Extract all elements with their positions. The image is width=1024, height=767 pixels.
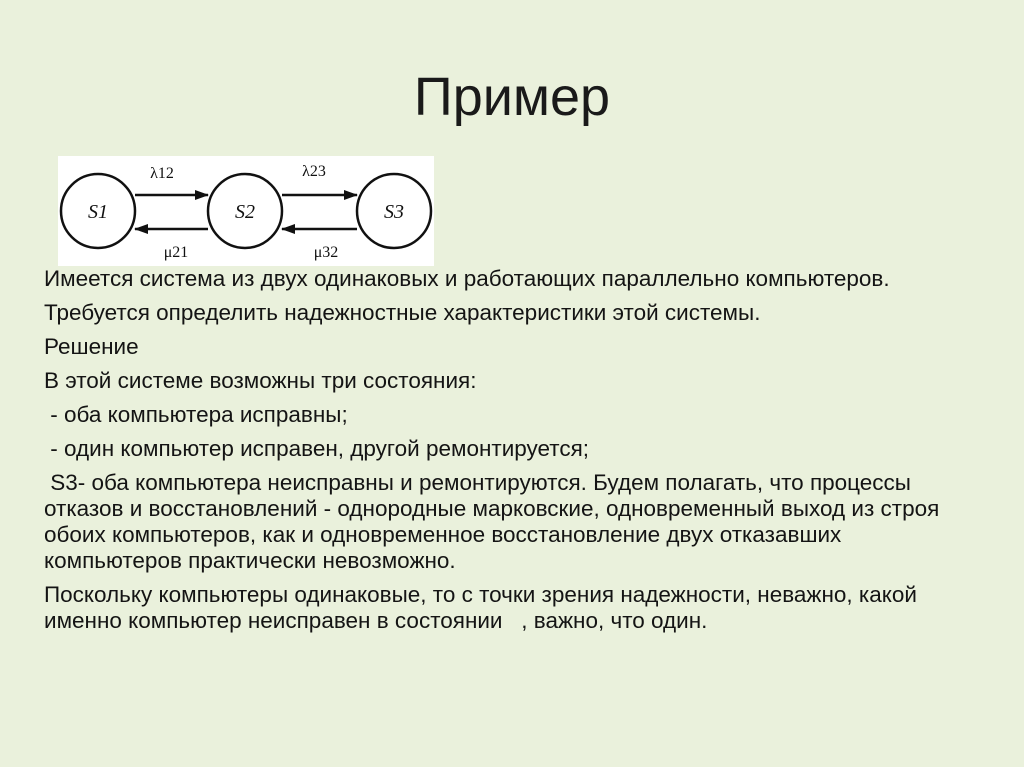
paragraph-states-intro: В этой системе возможны три состояния: <box>44 368 477 393</box>
rate-lambda12-label: λ12 <box>150 165 174 182</box>
paragraph-state-two: - один компьютер исправен, другой ремонтируется; <box>44 436 590 461</box>
state-s2-label: S2 <box>235 201 255 223</box>
slide-title: Пример <box>413 67 611 127</box>
paragraph-task: Требуется определить надежностные характеристики этой системы. <box>44 300 761 325</box>
slide-body <box>44 266 984 642</box>
rate-mu21-label: μ21 <box>163 244 189 261</box>
paragraph-conclusion: Поскольку компьютеры одинаковые, то с точки зрения надежности, неважно, какой именно компьютер неисправен в состоянии , важно, что один. <box>44 582 924 633</box>
state-s3-label: S3 <box>384 201 404 223</box>
state-s1-label: S1 <box>88 201 108 223</box>
paragraph-state-three: S3- оба компьютера неисправны и ремонтируются. Будем полагать, что процессы отказов и восстановлений - однородные марковские, одновременный выход из строя обоих компьютеров, как и одновременное восстановление двух отказавших компьютеров практически невозможно. <box>44 470 946 573</box>
rate-lambda23-label: λ23 <box>302 163 326 180</box>
paragraph-state-one: - оба компьютера исправны; <box>44 402 348 427</box>
rate-mu32-label: μ32 <box>313 244 339 261</box>
paragraph-system: Имеется система из двух одинаковых и работающих параллельно компьютеров. <box>44 266 890 291</box>
paragraph-solution-heading: Решение <box>44 334 139 359</box>
state-diagram-svg <box>58 156 434 266</box>
state-diagram <box>58 156 434 266</box>
